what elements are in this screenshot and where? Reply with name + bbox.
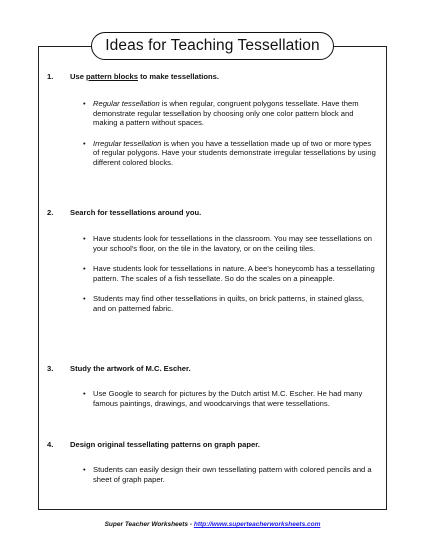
footer-separator: - <box>189 521 193 528</box>
bullet-text: Use Google to search for pictures by the Dutch artist M.C. Escher. He had many famous paintings, drawings, and woodcarvings that were tessellations. <box>93 389 363 408</box>
section-number: 4. <box>47 440 54 449</box>
section-number: 2. <box>47 208 54 217</box>
bullet-text: Students can easily design their own tessellating pattern with colored pencils and a sheet of graph paper. <box>93 465 372 484</box>
section-heading <box>47 364 377 374</box>
bullet-item <box>93 465 378 484</box>
bullet-text: is when you have a tessellation made up of two or more types of regular polygons. Have your students demonstrate irregular tessellations by using different colored blocks. <box>93 138 376 167</box>
pattern-blocks-term: pattern blocks <box>86 72 138 81</box>
term: Irregular tessellation <box>93 138 162 148</box>
section-title <box>70 72 219 82</box>
bullet-item <box>93 389 378 408</box>
bullet-item <box>93 264 378 283</box>
section-heading <box>47 72 377 82</box>
bullet-text: is when regular, congruent polygons tessellate. Have them demonstrate regular tessellation by choosing only one color pattern block and making a pattern without spaces. <box>93 99 359 128</box>
heading-text: Use <box>70 72 87 81</box>
bullet-item <box>93 234 378 253</box>
bullet-text: Have students look for tessellations in the classroom. You may see tessellations on your school's floor, on the tile in the lavatory, or on the ceiling tiles. <box>93 234 373 253</box>
section-title: Design original tessellating patterns on graph paper. <box>70 440 260 449</box>
section-title: Study the artwork of M.C. Escher. <box>70 364 191 373</box>
footer-brand: Super Teacher Worksheets <box>104 521 189 528</box>
section-title: Search for tessellations around you. <box>70 208 202 217</box>
section-number: 1. <box>47 72 54 81</box>
section-1 <box>47 72 377 168</box>
footer <box>0 521 425 528</box>
bullet-item <box>93 99 378 128</box>
section-3 <box>47 364 377 408</box>
page-title: Ideas for Teaching Tessellation <box>91 32 334 60</box>
section-heading <box>47 440 377 450</box>
bullet-text: Have students look for tessellations in nature. A bee's honeycomb has a tessellating pattern. The scales of a fish tessellate. So do the scales on a pineapple. <box>93 264 375 283</box>
section-heading <box>47 208 377 218</box>
bullet-text: Students may find other tessellations in quilts, on brick patterns, in stained glass, and on patterned fabric. <box>93 294 364 313</box>
section-4 <box>47 440 377 484</box>
bullet-item <box>93 139 378 168</box>
term: Regular tessellation <box>93 99 160 108</box>
bullet-item <box>93 294 378 313</box>
footer-url-link[interactable]: http://www.superteacherworksheets.com <box>193 521 321 528</box>
section-number: 3. <box>47 364 54 373</box>
section-2 <box>47 208 377 314</box>
heading-text: to make tessellations. <box>137 72 219 81</box>
